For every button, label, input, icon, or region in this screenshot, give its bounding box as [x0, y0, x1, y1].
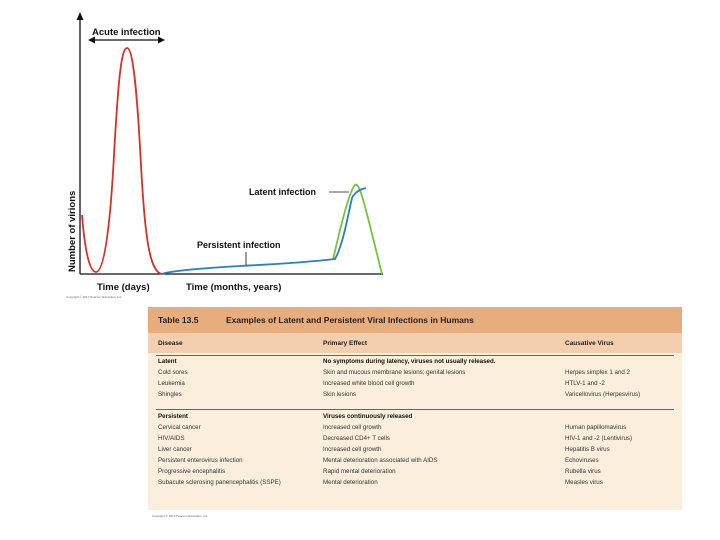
cell-primary-effect: Rapid mental deterioration — [323, 468, 396, 475]
cell-disease: Subacute sclerosing panencephalitis (SSPE) — [158, 479, 281, 486]
cell-primary-effect: Decreased CD4+ T cells — [323, 435, 391, 442]
section-divider — [156, 409, 674, 410]
persistent-label: Persistent infection — [197, 240, 281, 250]
table-row — [148, 379, 682, 389]
figure-copyright: Copyright © 2010 Pearson Education, Inc. — [66, 295, 123, 299]
cell-causative-virus: HTLV-1 and -2 — [565, 380, 605, 387]
cell-causative-virus: Herpes simplex 1 and 2 — [565, 369, 631, 376]
table-row — [148, 445, 682, 455]
column-header-primary-effect: Primary Effect — [323, 340, 368, 347]
latent-curve — [333, 185, 382, 274]
table-row — [148, 434, 682, 444]
section-divider — [156, 355, 674, 356]
table-title: Examples of Latent and Persistent Viral Infections in Humans — [226, 315, 474, 325]
cell-primary-effect: No symptoms during latency, viruses not usually released. — [323, 358, 496, 365]
table-header-bar — [148, 307, 682, 333]
cell-disease: Liver cancer — [158, 446, 192, 453]
x-axis-label-days: Time (days) — [97, 282, 150, 293]
cell-primary-effect: Skin lesions — [323, 391, 357, 398]
infection-graph — [0, 0, 400, 305]
cell-primary-effect: Increased white blood cell growth — [323, 380, 415, 387]
table-row — [148, 368, 682, 378]
cell-disease: Latent — [158, 358, 177, 365]
cell-disease: Shingles — [158, 391, 182, 398]
cell-primary-effect: Increased cell growth — [323, 424, 382, 431]
cell-primary-effect: Skin and mucous membrane lesions; genital lesions — [323, 369, 466, 376]
cell-causative-virus: Rubella virus — [565, 468, 601, 475]
acute-curve — [82, 48, 162, 274]
table-column-headers — [148, 333, 682, 353]
persistent-curve — [162, 188, 366, 274]
cell-primary-effect: Mental deterioration associated with AIDS — [323, 457, 438, 464]
table-row — [148, 456, 682, 466]
table-section-latent — [148, 355, 682, 407]
latent-label: Latent infection — [249, 187, 316, 197]
cell-causative-virus: Human papillomavirus — [565, 424, 627, 431]
cell-causative-virus: HIV-1 and -2 (Lentivirus) — [565, 435, 633, 442]
table-row — [148, 467, 682, 477]
cell-causative-virus: Varicellovirus (Herpesvirus) — [565, 391, 641, 398]
cell-disease: Persistent — [158, 413, 188, 420]
y-axis-label: Number of virions — [67, 190, 78, 272]
table-row — [148, 423, 682, 433]
x-axis-label-months: Time (months, years) — [186, 282, 282, 293]
column-header-causative-virus: Causative Virus — [565, 340, 614, 347]
cell-primary-effect: Viruses continuously released — [323, 413, 413, 420]
cell-causative-virus: Measles virus — [565, 479, 603, 486]
cell-disease: Persistent enterovirus infection — [158, 457, 243, 464]
table-section-heading — [148, 412, 682, 422]
table-section-heading — [148, 357, 682, 367]
cell-causative-virus: Echoviruses — [565, 457, 599, 464]
cell-disease: Progressive encephalitis — [158, 468, 226, 475]
cell-primary-effect: Mental deterioration — [323, 479, 378, 486]
cell-disease: HIV/AIDS — [158, 435, 185, 442]
cell-causative-virus: Hepatitis B virus — [565, 446, 610, 453]
y-axis-arrow — [77, 12, 84, 20]
table-section-persistent — [148, 409, 682, 504]
cell-disease: Cervical cancer — [158, 424, 201, 431]
cell-disease: Cold sores — [158, 369, 188, 376]
cell-disease: Leukemia — [158, 380, 185, 387]
table-13-5 — [148, 307, 682, 510]
cell-primary-effect: Increased cell growth — [323, 446, 382, 453]
table-number: Table 13.5 — [158, 315, 199, 325]
table-row — [148, 390, 682, 400]
column-header-disease: Disease — [158, 340, 183, 347]
table-row — [148, 478, 682, 488]
acute-label: Acute infection — [92, 27, 161, 38]
table-copyright: Copyright © 2010 Pearson Education, Inc. — [152, 514, 209, 518]
